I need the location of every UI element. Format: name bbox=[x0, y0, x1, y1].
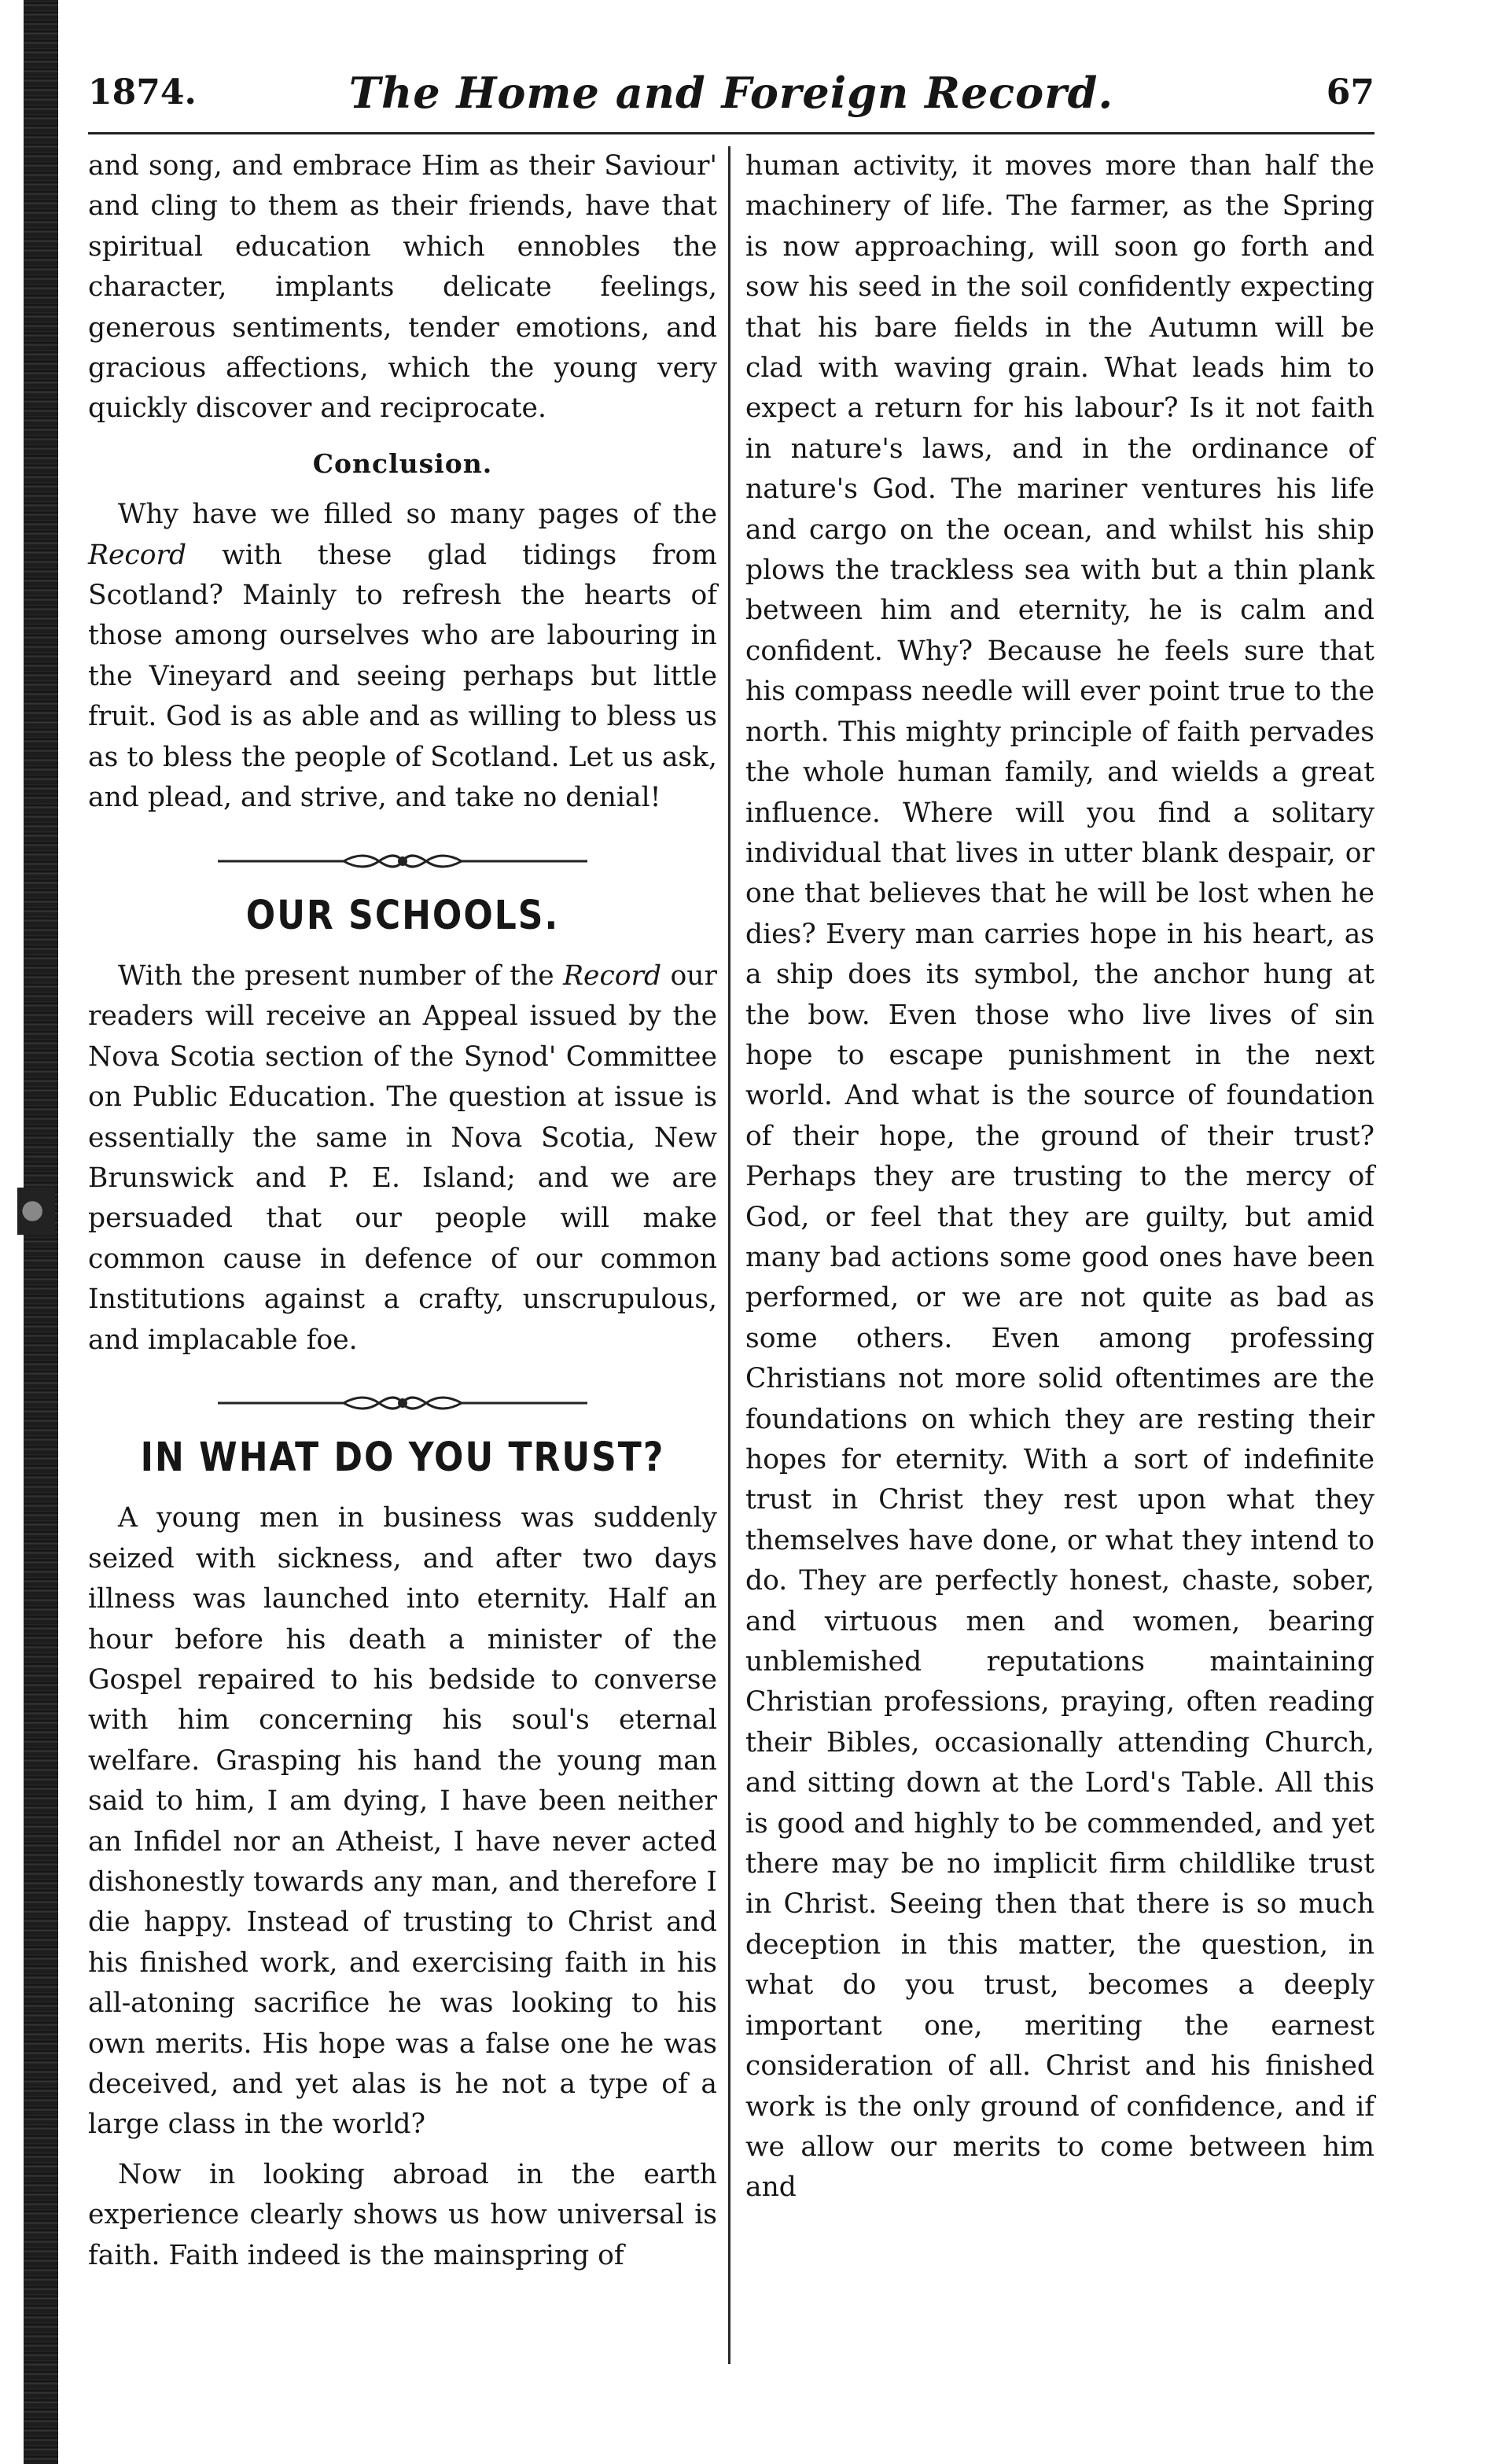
intro-paragraph: and song, and embrace Him as their Saviour' and cling to them as their friends, have that spiritual education which ennobles the character, implants delicate feelings, generous sentiments, tender emotions, and gracious affections, which the young very quickly discover and reciprocate. bbox=[88, 150, 717, 425]
our-schools-heading: OUR SCHOOLS. bbox=[245, 892, 560, 939]
journal-title: The Home and Foreign Record. bbox=[348, 68, 1114, 118]
trust-article-heading: IN WHAT DO YOU TRUST? bbox=[140, 1435, 665, 1481]
ornamental-divider-1 bbox=[218, 850, 587, 872]
page-header bbox=[88, 68, 1374, 135]
header-year: 1874. bbox=[88, 72, 197, 112]
left-column bbox=[88, 146, 717, 2276]
schools-italic-record: Record bbox=[563, 959, 662, 992]
our-schools-paragraph bbox=[88, 956, 717, 1361]
conclusion-paragraph bbox=[88, 495, 717, 818]
conclusion-text-a: Why have we filled so many pages of the bbox=[117, 499, 717, 531]
header-rule bbox=[88, 132, 1374, 134]
ornamental-divider-2 bbox=[218, 1392, 587, 1414]
conclusion-italic-record: Record bbox=[88, 539, 187, 571]
right-column bbox=[745, 146, 1374, 2208]
right-column-paragraph: human activity, it moves more than half the machinery of life. The farmer, as the Spring is now approaching, will soon go forth and sow his seed in the soil confidently expecting that his bare fields in the Autumn will be clad with waving grain. What leads him to expect a return for his labour? Is it not faith in nature's laws, and in the ordinance of nature's God. The mariner ventures his life and cargo on the ocean, and whilst his ship plows the trackless sea with but a thin plank between him and eternity, he is calm and confident. Why? Because he feels sure that his compass needle will ever point true to the north. This mighty principle of faith pervades the whole human family, and wields a great influence. Where will you find a solitary individual that lives in utter blank despair, or one that believes that he will be lost when he dies? Every man carries hope in his heart, as a ship does its symbol, the anchor hung at the bow. Even those who live lives of sin hope to escape punishment in the next world. And what is the source of foundation of their hope, the ground of their trust? Perhaps they are trusting to the mercy of God, or feel that they are guilty, but amid many bad actions some good ones have been performed, or we are not quite as bad as some others. Even among professing Christians not more solid oftentimes are the foundations on which they are resting their hopes for eternity. With a sort of indefinite trust in Christ they rest upon what they themselves have done, or what they intend to do. They are perfectly honest, chaste, sober, and virtuous men and women, bearing unblemished reputations maintaining Christian professions, praying, often reading their Bibles, occasionally attending Church, and sitting down at the Lord's Table. All this is good and highly to be commended, and yet there may be no implicit firm childlike trust in Christ. Seeing then that there is so much deception in this matter, the question, in what do you trust, becomes a deeply important one, meriting the earnest consideration of all. Christ and his finished work is the only ground of confidence, and if we allow our merits to come between him and bbox=[745, 150, 1374, 2204]
trust-paragraph-1: A young men in business was suddenly seized with sickness, and after two days illness was launched into eternity. Half an hour before his death a minister of the Gospel repaired to his bedside to converse with him concerning his soul's eternal welfare. Grasping his hand the young man said to him, I am dying, I have been neither an Infidel nor an Atheist, I have never acted dishonestly towards any man, and therefore I die happy. Instead of trusting to Christ and his finished work, and exercising faith in his all-atoning sacrifice he was looking to his own merits. His hope was a false one he was deceived, and yet alas is he not a type of a large class in the world? bbox=[88, 1502, 717, 2141]
conclusion-text-b: with these glad tidings from Scotland? Mainly to refresh the hearts of those among ourselves who are labouring in the Vineyard and seeing perhaps but little fruit. God is as able and as willing to bless us as to bless the people of Scotland. Let us ask, and plead, and strive, and take no denial! bbox=[88, 539, 717, 814]
schools-text-a: With the present number of the bbox=[117, 959, 564, 992]
binding-stamp-mark bbox=[17, 1188, 55, 1235]
page-number: 67 bbox=[1326, 72, 1374, 112]
conclusion-subheading: Conclusion. bbox=[312, 447, 493, 479]
column-divider bbox=[728, 146, 730, 2364]
trust-paragraph-2: Now in looking abroad in the earth experience clearly shows us how universal is faith. Faith indeed is the mainspring of bbox=[88, 2158, 717, 2271]
schools-text-b: our readers will receive an Appeal issued by the Nova Scotia section of the Synod' Committee on Public Education. The question at issue is essentially the same in Nova Scotia, New Brunswick and P. E. Island; and we are persuaded that our people will make common cause in defence of our common Institutions against a crafty, unscrupulous, and implacable foe. bbox=[88, 959, 717, 1356]
